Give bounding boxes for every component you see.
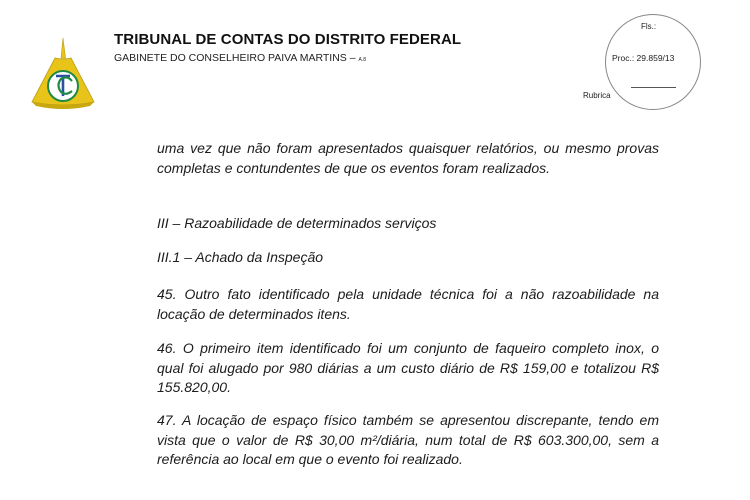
section-heading: III – Razoabilidade de determinados serviços xyxy=(157,215,437,231)
paragraph-continuation: uma vez que não foram apresentados quaisquer relatórios, ou mesmo provas completas e contundentes de que os eventos foram realizados. xyxy=(157,140,659,176)
stamp-signature-line xyxy=(631,87,676,88)
stamp-rubrica-label: Rubrica xyxy=(583,91,611,100)
subsection-heading: III.1 – Achado da Inspeção xyxy=(157,249,324,265)
court-title: TRIBUNAL DE CONTAS DO DISTRITO FEDERAL xyxy=(114,31,462,48)
cabinet-subtitle-suffix: A.8 xyxy=(358,57,366,63)
paragraph-45: 45. Outro fato identificado pela unidade técnica foi a não razoabilidade na locação de determinados itens. xyxy=(157,286,659,322)
cabinet-subtitle-text: GABINETE DO CONSELHEIRO PAIVA MARTINS – xyxy=(114,52,356,64)
paragraph-46: 46. O primeiro item identificado foi um conjunto de faqueiro completo inox, o qual foi alugado por 980 diárias a um custo diário de R$ 159,00 e totalizou R$ 155.820,00. xyxy=(157,340,659,395)
tcdf-logo-icon xyxy=(28,36,98,112)
stamp-proc-number: Proc.: 29.859/13 xyxy=(612,53,675,63)
cabinet-subtitle xyxy=(114,52,366,64)
stamp-fls-label: Fls.: xyxy=(641,22,657,31)
paragraph-47: 47. A locação de espaço físico também se apresentou discrepante, tendo em vista que o valor de R$ 30,00 m²/diária, num total de R$ 603.300,00, sem a referência ao local em que o evento foi realizado. xyxy=(157,412,659,467)
